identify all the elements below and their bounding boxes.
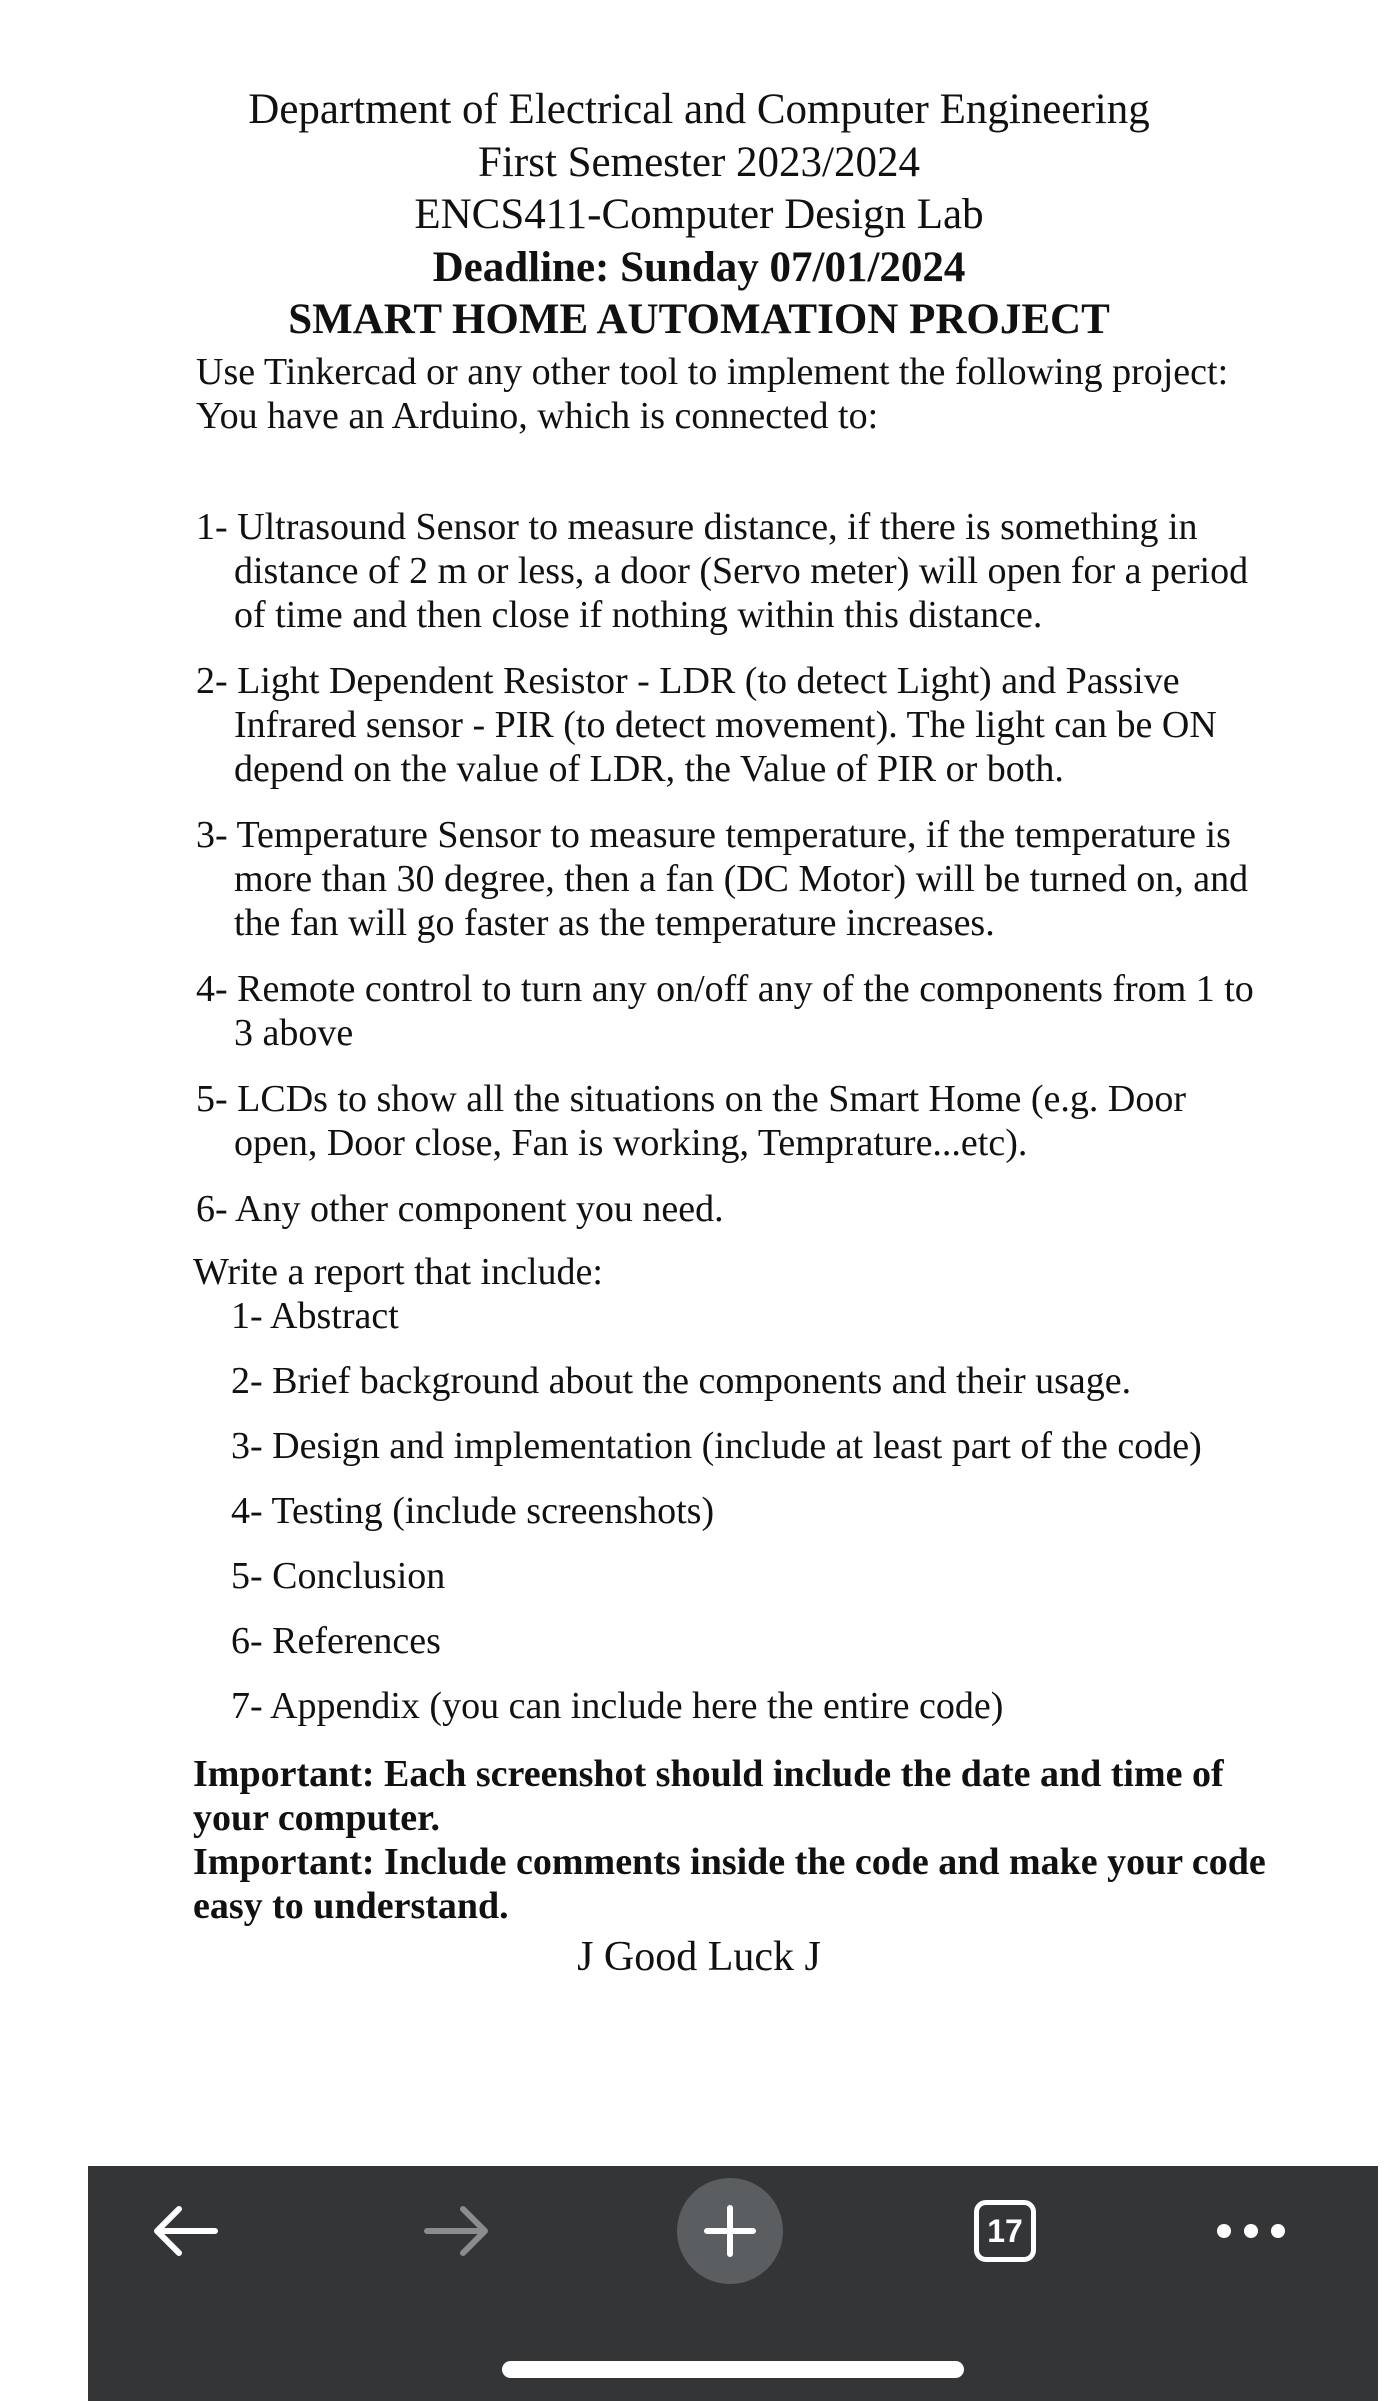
report-section bbox=[193, 1250, 1202, 1749]
report-item: 5- Conclusion bbox=[231, 1555, 446, 1597]
new-tab-button[interactable] bbox=[677, 2178, 783, 2284]
requirement-item: 3- Temperature Sensor to measure temperature, if the temperature is more than 30 degree, then a fan (DC Motor) will be turned on, and the fan will go faster as the temperature increases. bbox=[196, 814, 1249, 944]
report-items-list bbox=[193, 1294, 1202, 1728]
browser-bottom-toolbar bbox=[88, 2166, 1378, 2401]
home-indicator[interactable] bbox=[502, 2361, 964, 2378]
requirement-item: 2- Light Dependent Resistor - LDR (to detect Light) and Passive Infrared sensor - PIR (to detect movement). The light can be ON depend on the value of LDR, the Value of PIR or both. bbox=[196, 660, 1217, 790]
requirement-item: 6- Any other component you need. bbox=[196, 1188, 724, 1230]
report-item: 6- References bbox=[231, 1620, 441, 1662]
document-header bbox=[0, 84, 1398, 347]
report-item: 1- Abstract bbox=[231, 1295, 399, 1337]
closing-message: J Good Luck J bbox=[577, 1934, 821, 1980]
requirement-item: 4- Remote control to turn any on/off any of the components from 1 to 3 above bbox=[196, 968, 1254, 1054]
report-item: 7- Appendix (you can include here the entire code) bbox=[231, 1685, 1004, 1727]
arrow-left-icon bbox=[149, 2203, 219, 2259]
intro-line-2: You have an Arduino, which is connected to: bbox=[196, 395, 879, 437]
requirements-list bbox=[196, 505, 1276, 1253]
requirement-item: 1- Ultrasound Sensor to measure distance, if there is something in distance of 2 m or less, a door (Servo meter) will open for a period of time and then close if nothing within this distance. bbox=[196, 506, 1249, 636]
back-button[interactable] bbox=[124, 2166, 244, 2296]
tab-count: 17 bbox=[987, 2212, 1023, 2249]
department-name: Department of Electrical and Computer Engineering bbox=[248, 86, 1150, 133]
deadline: Deadline: Sunday 07/01/2024 bbox=[432, 243, 966, 291]
intro-line-1: Use Tinkercad or any other tool to implement the following project: bbox=[196, 351, 1229, 393]
important-note-screenshot: Important: Each screenshot should include the date and time of your computer. bbox=[193, 1753, 1224, 1839]
intro-text bbox=[196, 350, 1228, 438]
tab-switcher-icon bbox=[974, 2200, 1036, 2262]
report-title: Write a report that include: bbox=[193, 1251, 603, 1293]
report-item: 2- Brief background about the components and their usage. bbox=[231, 1360, 1132, 1402]
forward-button[interactable] bbox=[398, 2166, 518, 2296]
important-notes bbox=[193, 1752, 1283, 1928]
course-name: ENCS411-Computer Design Lab bbox=[414, 191, 984, 238]
project-title: SMART HOME AUTOMATION PROJECT bbox=[288, 296, 1110, 343]
tab-switcher-button[interactable] bbox=[945, 2166, 1065, 2296]
important-note-comments: Important: Include comments inside the code and make your code easy to understand. bbox=[193, 1841, 1266, 1927]
more-dots-icon bbox=[1216, 2223, 1286, 2239]
more-menu-button[interactable] bbox=[1191, 2166, 1311, 2296]
arrow-right-icon bbox=[423, 2203, 493, 2259]
report-item: 3- Design and implementation (include at least part of the code) bbox=[231, 1425, 1202, 1467]
plus-icon bbox=[703, 2204, 757, 2258]
semester: First Semester 2023/2024 bbox=[478, 138, 920, 186]
requirement-item: 5- LCDs to show all the situations on the Smart Home (e.g. Door open, Door close, Fan is working, Temprature...etc). bbox=[196, 1078, 1186, 1164]
report-item: 4- Testing (include screenshots) bbox=[231, 1490, 715, 1532]
